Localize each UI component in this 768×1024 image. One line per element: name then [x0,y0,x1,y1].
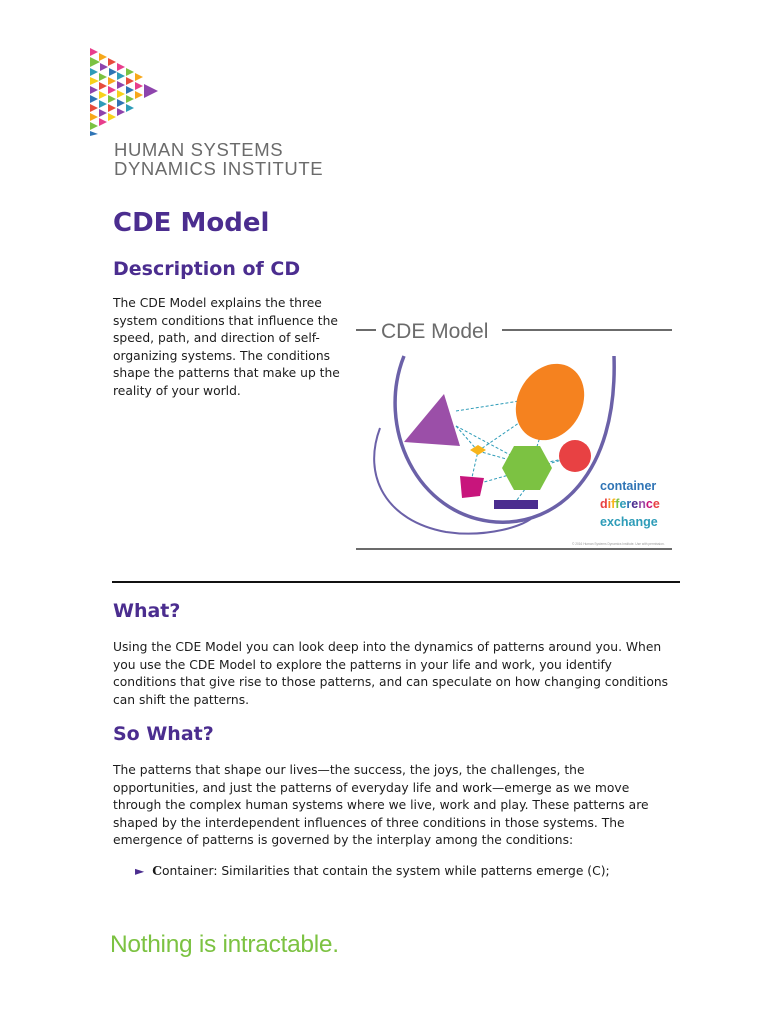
red-circle [559,440,591,472]
description-text: The CDE Model explains the three system conditions that influence the speed, path, and direction of self-organizing systems. The conditions shape the patterns that make up the reality of your world. [113,296,340,398]
so-what-heading: So What? [113,723,214,745]
figure-footer: © 2016 Human Systems Dynamics Institute. Use with permission. [572,542,665,546]
magenta-quad [460,476,484,498]
page-title: CDE Model [113,208,270,238]
footer-tagline: Nothing is intractable. [110,931,339,958]
bullet-lead-letter: C [152,863,163,878]
section-divider [112,581,680,583]
cde-model-figure [356,316,678,552]
legend-exchange: exchange [600,515,658,529]
org-name-line-1: HUMAN SYSTEMS [114,139,284,160]
triangle-bullet-icon: ► [135,864,145,878]
yellow-diamond [470,445,486,455]
legend-container: container [600,479,657,493]
description-heading: Description of CD [113,258,301,280]
green-hexagon [502,446,552,490]
list-item [135,862,610,880]
what-text: Using the CDE Model you can look deep into the dynamics of patterns around you. When you use the CDE Model to explore the patterns in your life and work, you identify conditions that give rise to those patterns, and can speculate on how changing conditions can shift the patterns. [113,640,669,707]
navy-bar [494,500,538,509]
what-heading: What? [113,600,181,622]
orange-ellipse [502,351,597,452]
bullet-text: ontainer: Similarities that contain the system while patterns emerge (C); [162,864,610,878]
purple-triangle [404,394,460,446]
so-what-text: The patterns that shape our lives—the success, the joys, the challenges, the opportunities, and just the patterns of everyday life and work—emerge as we move through the complex human systems where we live, work and play. These patterns are shaped by the interdependent influences of three conditions in those systems. The emergence of patterns is governed by the interplay among the conditions: [113,763,649,848]
figure-title: CDE Model [381,320,489,343]
triangle-mosaic-logo-icon [86,46,160,136]
org-name-line-2: DYNAMICS INSTITUTE [114,158,324,179]
legend-difference: difference [600,497,660,511]
